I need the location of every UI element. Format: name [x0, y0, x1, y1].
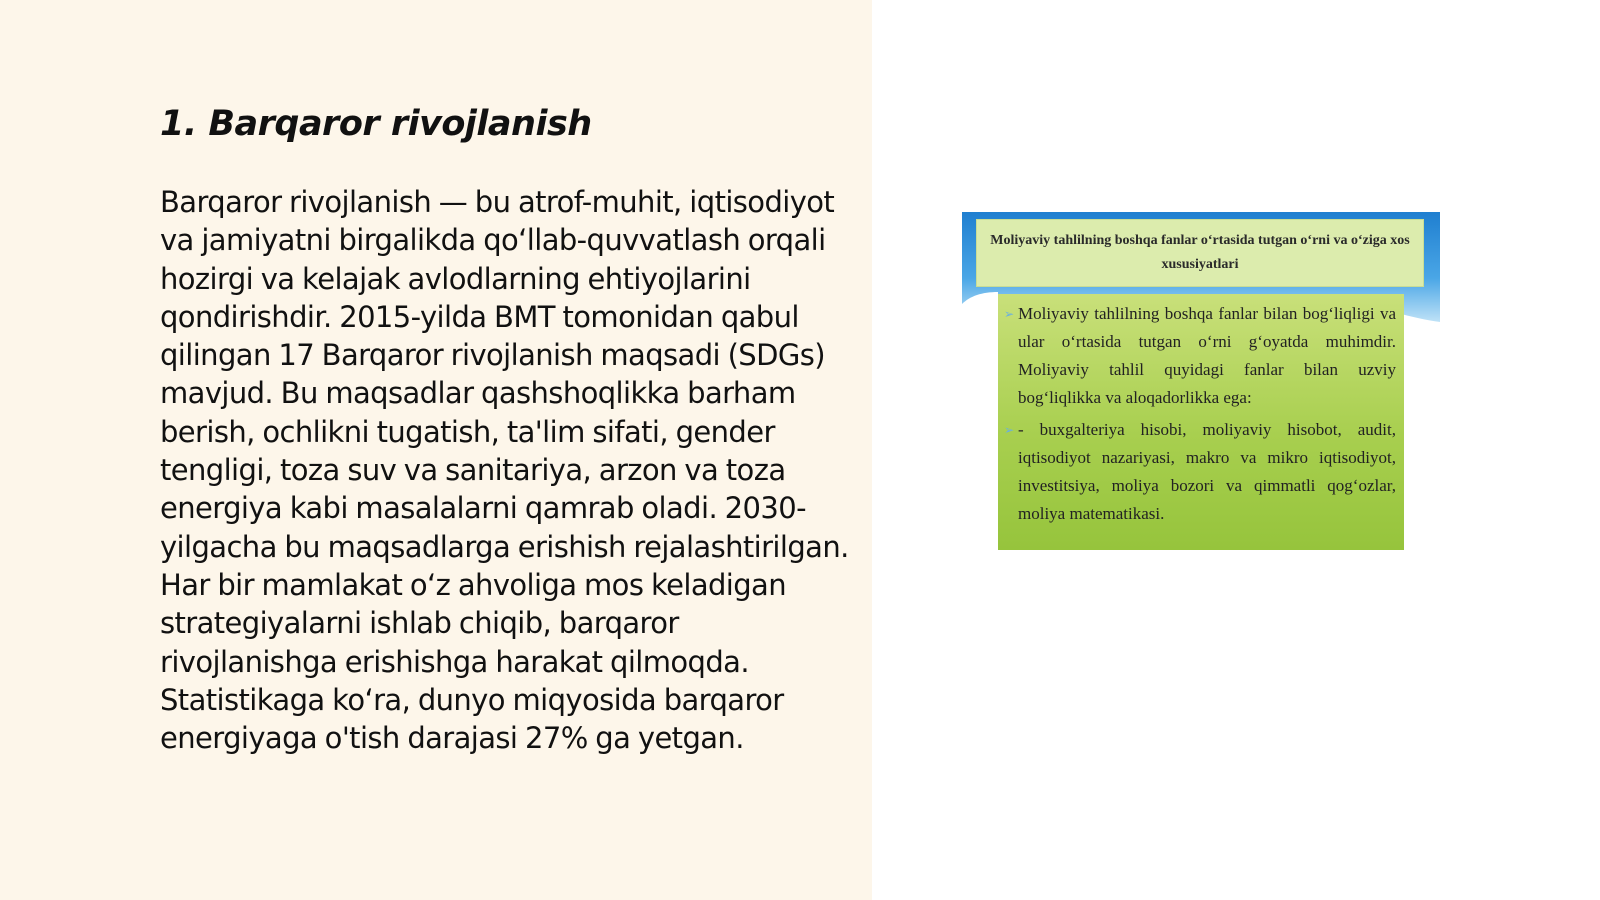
figure-bullet-text: - buxgalteriya hisobi, moliyaviy hisobot, audit, iqtisodiyot nazariyasi, makro va mikro iqtisodiyot, investitsiya, moliya bozori va qimmatli qog‘ozlar, moliya matematikasi. [1018, 420, 1396, 523]
figure-bullet-item [1004, 416, 1396, 528]
arrow-bullet-icon: ➢ [1004, 307, 1015, 321]
arrow-bullet-icon: ➢ [1004, 423, 1015, 437]
embedded-figure [962, 212, 1440, 552]
figure-header: Moliyaviy tahlilning boshqa fanlar o‘rtasida tutgan o‘rni va o‘ziga xos xususiyatlari [976, 219, 1424, 287]
figure-bullet-item [1004, 300, 1396, 412]
slide-body-text: Barqaror rivojlanish — bu atrof-muhit, iqtisodiyot va jamiyatni birgalikda qo‘llab-quvvatlash orqali hozirgi va kelajak avlodlarning ehtiyojlarini qondirishdir. 2015-yilda BMT tomonidan qabul qilingan 17 Barqaror rivojlanish maqsadi (SDGs) mavjud. Bu maqsadlar qashshoqlikka barham berish, ochlikni tugatish, ta'lim sifati, gender tengligi, toza suv va sanitariya, arzon va toza energiya kabi masalalarni qamrab oladi. 2030-yilgacha bu maqsadlarga erishish rejalashtirilgan. Har bir mamlakat o‘z ahvoliga mos keladigan strategiyalarni ishlab chiqib, barqaror rivojlanishga erishishga harakat qilmoqda. Statistikaga ko‘ra, dunyo miqyosida barqaror energiyaga o'tish darajasi 27% ga yetgan. [160, 185, 849, 756]
slide-title: 1. Barqaror rivojlanish [160, 104, 592, 144]
figure-bullet-text: Moliyaviy tahlilning boshqa fanlar bilan bog‘liqligi va ular o‘rtasida tutgan o‘rni g‘oyatda muhimdir. Moliyaviy tahlil quyidagi fanlar bilan uzviy bog‘liqlikka va aloqadorlikka ega: [1018, 304, 1396, 407]
figure-body [998, 294, 1404, 550]
